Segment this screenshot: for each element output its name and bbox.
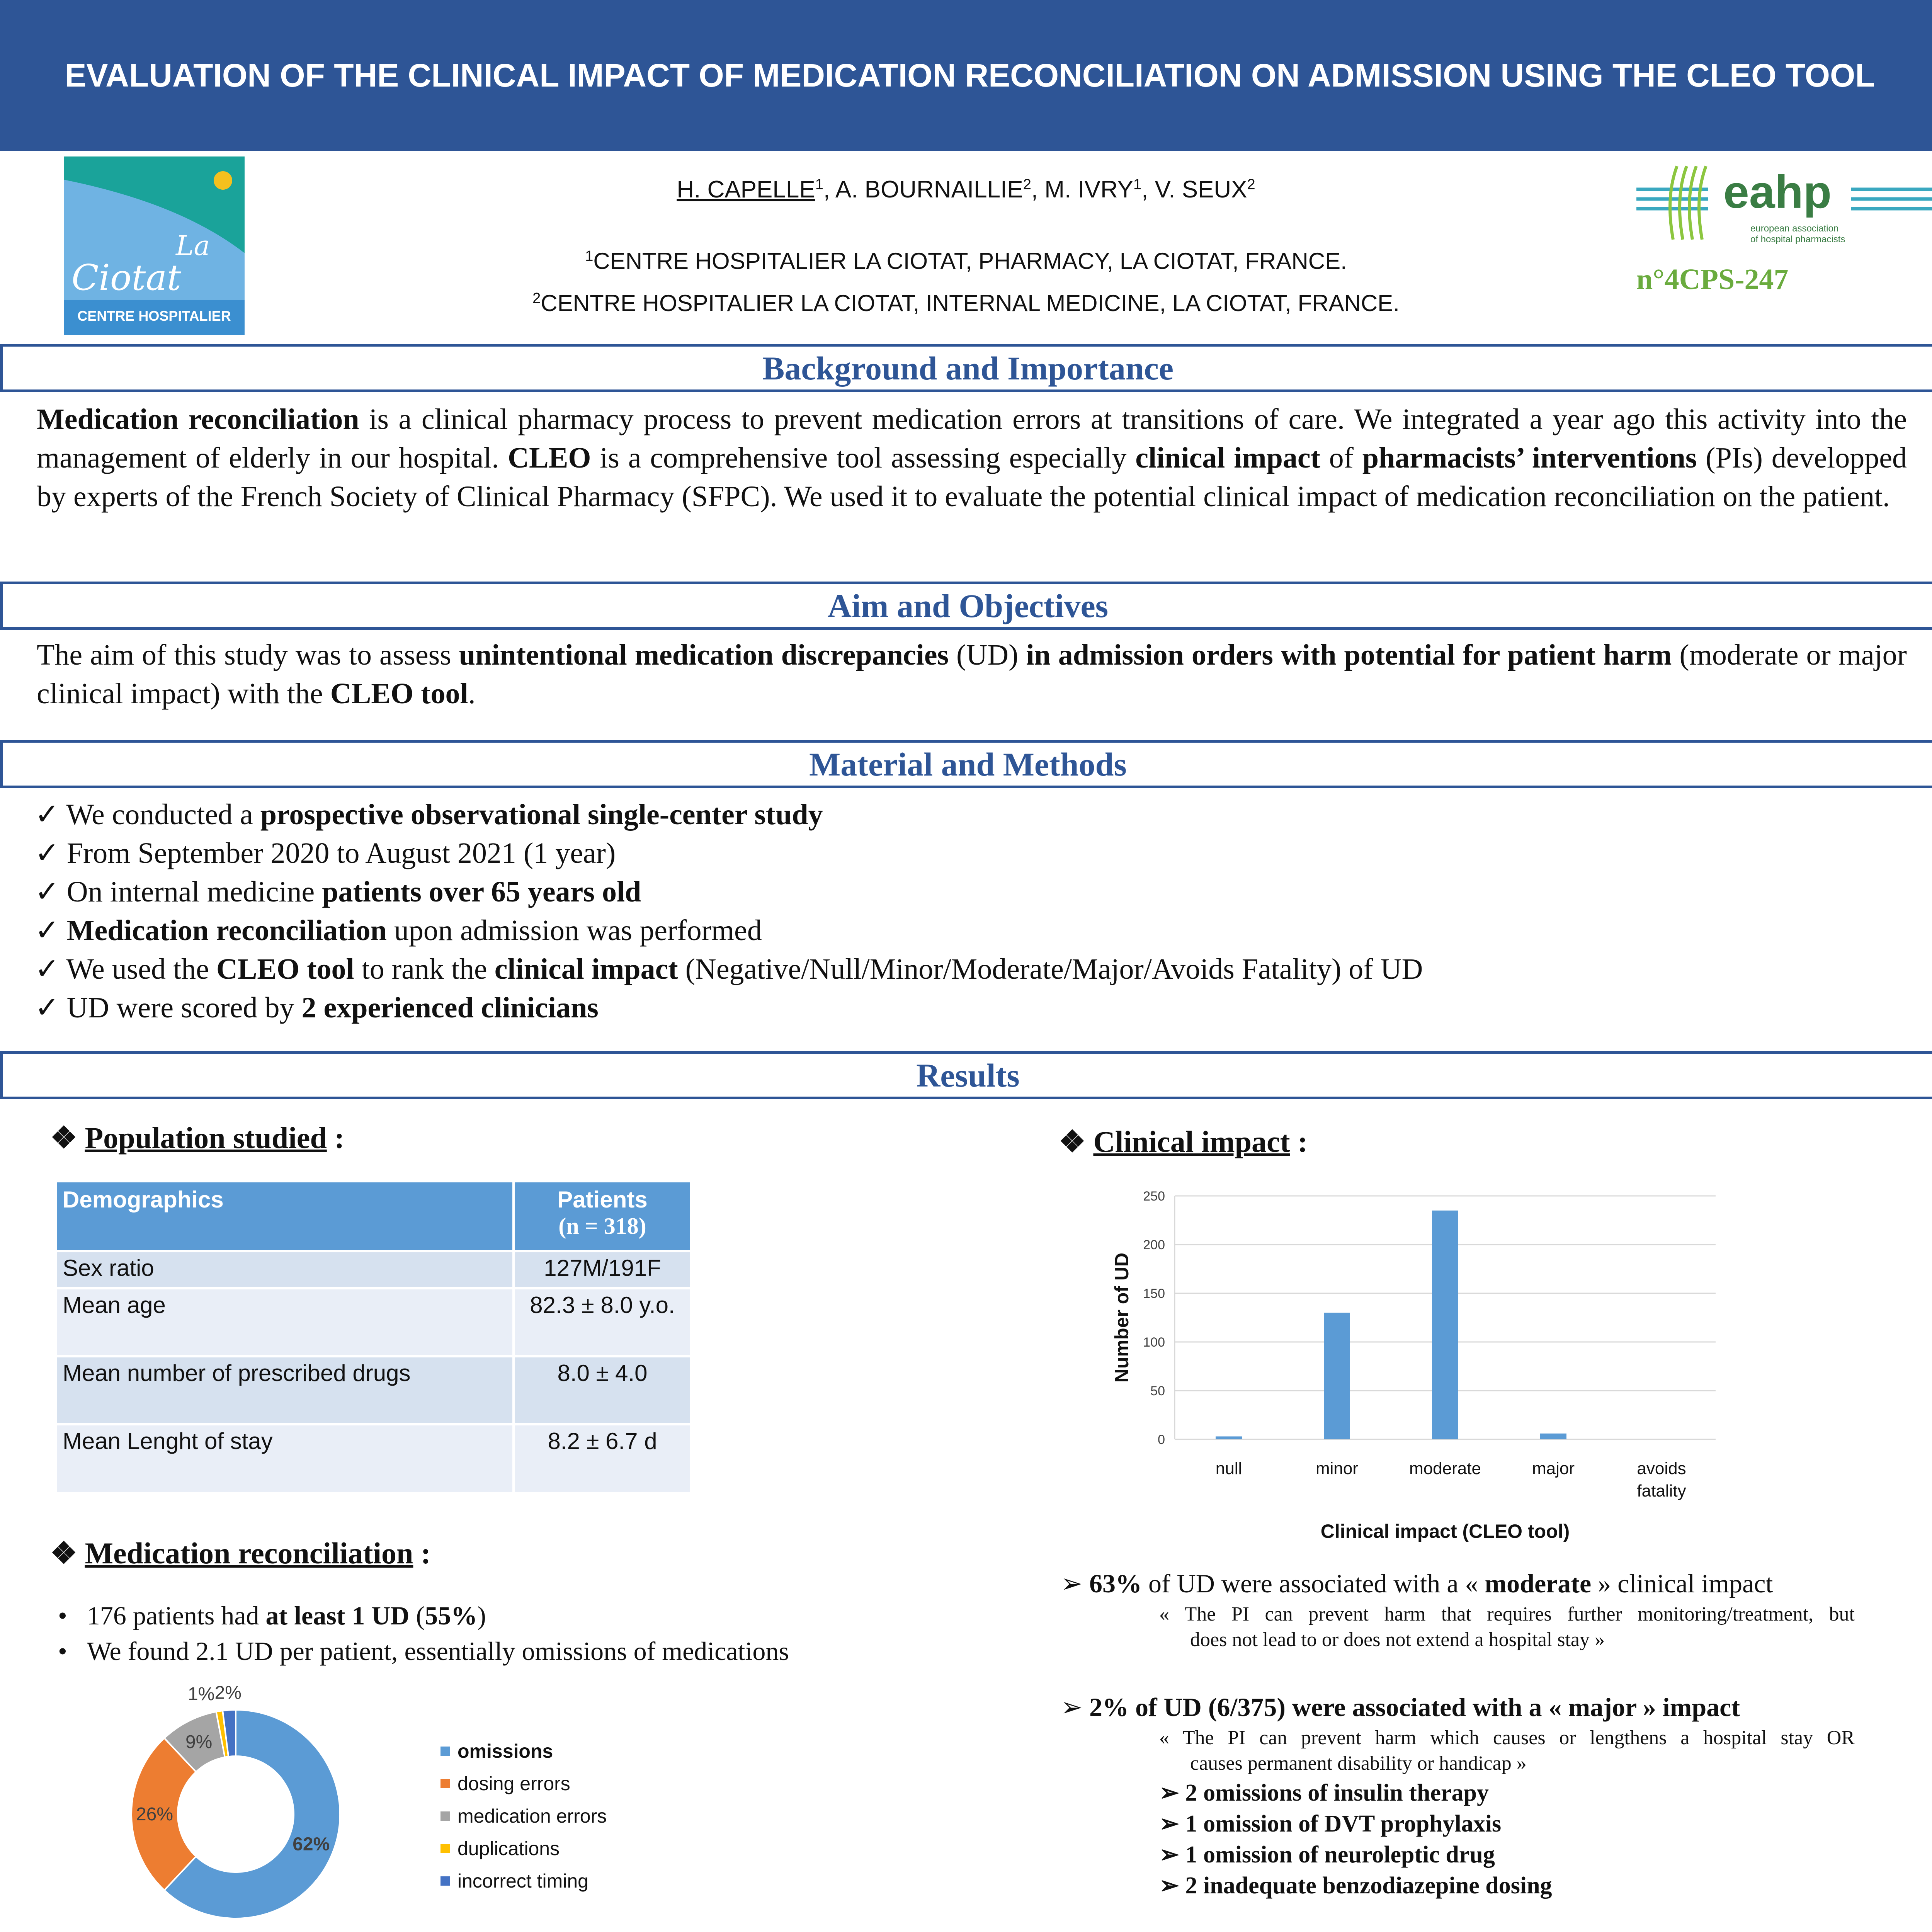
list-item: ➢ 1 omission of neuroleptic drug bbox=[1159, 1842, 1495, 1868]
section-methods-header: Material and Methods bbox=[0, 740, 1932, 788]
donut-legend bbox=[440, 1735, 607, 1897]
table-header-demographics: Demographics bbox=[63, 1187, 224, 1213]
table-row: Mean number of prescribed drugs 8.0 ± 4.0 bbox=[57, 1356, 690, 1424]
table-row: Mean Lenght of stay 8.2 ± 6.7 d bbox=[57, 1424, 690, 1492]
list-item: ➢ 2 omissions of insulin therapy bbox=[1159, 1780, 1489, 1806]
legend-label: medication errors bbox=[457, 1805, 607, 1827]
list-item: • We found 2.1 UD per patient, essentially omissions of medications bbox=[58, 1636, 789, 1666]
affiliation-1: $^1$CENTRE HOSPITALIER LA CIOTAT, PHARMACY, LA CIOTAT, FRANCE. bbox=[585, 248, 1347, 274]
medrec-subtitle: ❖ Medication reconciliation : bbox=[50, 1536, 431, 1570]
poster-title: EVALUATION OF THE CLINICAL IMPACT OF MEDICATION RECONCILIATION ON ADMISSION USING THE CLEO TOOL bbox=[65, 57, 1875, 94]
bar-chart bbox=[1105, 1186, 1731, 1546]
list-item: ➢ 2 inadequate benzodiazepine dosing bbox=[1159, 1872, 1552, 1899]
donut-label-omissions: 62% bbox=[293, 1834, 330, 1855]
logo-text-la: La bbox=[176, 230, 210, 262]
author-2: A. BOURNAILLIE bbox=[835, 176, 1023, 203]
list-item: ➢ 1 omission of DVT prophylaxis bbox=[1159, 1811, 1502, 1837]
donut-chart bbox=[116, 1685, 386, 1932]
methods-item: ✓ Medication reconciliation upon admission was performed bbox=[35, 914, 762, 947]
author-1-sup: 1 bbox=[815, 176, 823, 193]
author-4-sup: 2 bbox=[1247, 176, 1255, 193]
methods-item: ✓ We used the CLEO tool to rank the clinical impact (Negative/Null/Minor/Moderate/Major/Avoids Fatality) of UD bbox=[35, 953, 1423, 985]
donut-label-medication-errors: 9% bbox=[185, 1731, 213, 1752]
x-tick-label: minor bbox=[1315, 1459, 1359, 1478]
x-tick-label: moderate bbox=[1409, 1459, 1481, 1478]
bar-minor bbox=[1324, 1313, 1350, 1439]
eahp-logo bbox=[1631, 162, 1932, 255]
eahp-wordmark: eahp bbox=[1723, 166, 1832, 218]
methods-item: ✓ From September 2020 to August 2021 (1 year) bbox=[35, 837, 616, 869]
eahp-subtitle-2: of hospital pharmacists bbox=[1750, 234, 1845, 245]
major-list bbox=[1159, 1777, 1552, 1901]
demographics-table bbox=[57, 1182, 690, 1492]
arrow-bullet-icon: ➢ bbox=[1159, 1811, 1185, 1837]
y-tick-label: 250 bbox=[1143, 1189, 1165, 1204]
population-subtitle: ❖ Population studied : bbox=[50, 1121, 345, 1155]
check-icon: ✓ bbox=[35, 992, 67, 1024]
check-icon: ✓ bbox=[35, 876, 67, 908]
table-header-patients: Patients (n = 318) bbox=[514, 1182, 690, 1251]
bullet-icon: • bbox=[58, 1601, 87, 1630]
author-3-sup: 1 bbox=[1133, 176, 1142, 193]
legend-item-duplications bbox=[440, 1832, 607, 1865]
affiliations bbox=[386, 238, 1546, 322]
bar-major bbox=[1540, 1434, 1566, 1439]
arrow-bullet-icon: ➢ bbox=[1061, 1569, 1089, 1598]
affiliation-2: $^2$CENTRE HOSPITALIER LA CIOTAT, INTERNAL MEDICINE, LA CIOTAT, FRANCE. bbox=[532, 290, 1400, 316]
la-ciotat-logo bbox=[64, 156, 245, 335]
legend-swatch bbox=[440, 1811, 450, 1821]
medrec-list bbox=[58, 1598, 1005, 1669]
x-tick-label: major bbox=[1532, 1459, 1575, 1478]
check-icon: ✓ bbox=[35, 914, 67, 947]
arrow-bullet-icon: ➢ bbox=[1159, 1842, 1185, 1868]
y-tick-label: 200 bbox=[1143, 1238, 1165, 1252]
legend-label: incorrect timing bbox=[457, 1870, 588, 1892]
methods-item: ✓ UD were scored by 2 experienced clinicians bbox=[35, 992, 599, 1024]
legend-swatch bbox=[440, 1747, 450, 1756]
section-background-header: Background and Importance bbox=[0, 344, 1932, 392]
legend-label: duplications bbox=[457, 1838, 560, 1859]
check-icon: ✓ bbox=[35, 798, 66, 831]
x-tick-label: fatality bbox=[1637, 1481, 1686, 1500]
check-icon: ✓ bbox=[35, 837, 67, 869]
diamond-bullet-icon: ❖ bbox=[50, 1121, 85, 1155]
donut-label-incorrect-timing: 2% bbox=[214, 1685, 242, 1703]
legend-label: dosing errors bbox=[457, 1773, 570, 1794]
y-tick-label: 50 bbox=[1150, 1384, 1165, 1398]
author-list: H. CAPELLE$^1$, A. BOURNAILLIE$^2$, M. IVRY$^1$, V. SEUX$^2$ bbox=[677, 176, 1255, 203]
methods-item: ✓ On internal medicine patients over 65 years old bbox=[35, 876, 641, 908]
donut-label-dosing-errors: 26% bbox=[136, 1804, 173, 1825]
x-axis-label: Clinical impact (CLEO tool) bbox=[1320, 1520, 1570, 1542]
bar-moderate bbox=[1432, 1211, 1458, 1439]
author-4: V. SEUX bbox=[1155, 176, 1247, 203]
clinical-subtitle: ❖ Clinical impact : bbox=[1059, 1125, 1308, 1158]
legend-label: omissions bbox=[457, 1740, 553, 1762]
legend-item-dosing-errors bbox=[440, 1767, 607, 1800]
diamond-bullet-icon: ❖ bbox=[1059, 1125, 1094, 1158]
legend-swatch bbox=[440, 1844, 450, 1853]
author-3: M. IVRY bbox=[1044, 176, 1133, 203]
diamond-bullet-icon: ❖ bbox=[50, 1536, 85, 1570]
author-2-sup: 2 bbox=[1023, 176, 1031, 193]
background-text: Medication reconciliation is a clinical pharmacy process to prevent medication errors at transitions of care. We integrated a year ago this activity into the management of elderly in our hospital. CLEO is a comprehensive tool assessing especially clinical impact of pharmacists’ interventions (PIs) developped by experts of the French Society of Clinical Pharmacy (SFPC). We used it to evaluate the potential clinical impact of medication reconciliation on the patient. bbox=[37, 403, 1907, 513]
list-item: • 176 patients had at least 1 UD (55%) bbox=[58, 1601, 486, 1630]
aim-text: The aim of this study was to assess unintentional medication discrepancies (UD) in admission orders with potential for patient harm (moderate or major clinical impact) with the CLEO tool. bbox=[37, 639, 1907, 710]
donut-label-duplications: 1% bbox=[188, 1685, 215, 1704]
arrow-bullet-icon: ➢ bbox=[1061, 1692, 1089, 1722]
table-row: Mean age 82.3 ± 8.0 y.o. bbox=[57, 1288, 690, 1356]
y-tick-label: 100 bbox=[1143, 1335, 1165, 1350]
y-axis-label: Number of UD bbox=[1111, 1252, 1133, 1383]
major-definition: « The PI can prevent harm which causes or lengthens a hospital stay OR causes permanent disability or handicap » bbox=[1159, 1727, 1855, 1774]
arrow-bullet-icon: ➢ bbox=[1159, 1780, 1185, 1806]
legend-item-incorrect-timing bbox=[440, 1865, 607, 1897]
poster-number: n°4CPS-247 bbox=[1636, 263, 1789, 296]
result-moderate: ➢ 63% of UD were associated with a « moderate » clinical impact bbox=[1061, 1569, 1773, 1598]
moderate-definition: « The PI can prevent harm that requires further monitoring/treatment, but does not lead to or does not extend a hospital stay » bbox=[1159, 1603, 1855, 1651]
legend-swatch bbox=[440, 1876, 450, 1886]
y-tick-label: 150 bbox=[1143, 1286, 1165, 1301]
result-major: ➢ 2% of UD (6/375) were associated with a « major » impact bbox=[1061, 1692, 1740, 1722]
methods-item: ✓ We conducted a prospective observational single-center study bbox=[35, 798, 823, 831]
check-icon: ✓ bbox=[35, 953, 66, 985]
legend-item-omissions bbox=[440, 1735, 607, 1767]
x-tick-label: null bbox=[1215, 1459, 1242, 1478]
section-aim-header: Aim and Objectives bbox=[0, 582, 1932, 630]
bullet-icon: • bbox=[58, 1636, 87, 1666]
logo-text-ciotat: Ciotat bbox=[71, 257, 181, 298]
arrow-bullet-icon: ➢ bbox=[1159, 1872, 1185, 1899]
logo-text-hospital: CENTRE HOSPITALIER bbox=[77, 308, 231, 324]
bar-null bbox=[1216, 1436, 1242, 1439]
author-1: H. CAPELLE bbox=[677, 176, 815, 203]
eahp-subtitle-1: european association bbox=[1750, 223, 1839, 234]
methods-list bbox=[35, 795, 1889, 1027]
x-tick-label: avoids bbox=[1637, 1459, 1686, 1478]
legend-swatch bbox=[440, 1779, 450, 1788]
table-row: Sex ratio 127M/191F bbox=[57, 1251, 690, 1288]
section-results-header: Results bbox=[0, 1051, 1932, 1099]
legend-item-medication-errors bbox=[440, 1800, 607, 1832]
y-tick-label: 0 bbox=[1158, 1432, 1165, 1447]
